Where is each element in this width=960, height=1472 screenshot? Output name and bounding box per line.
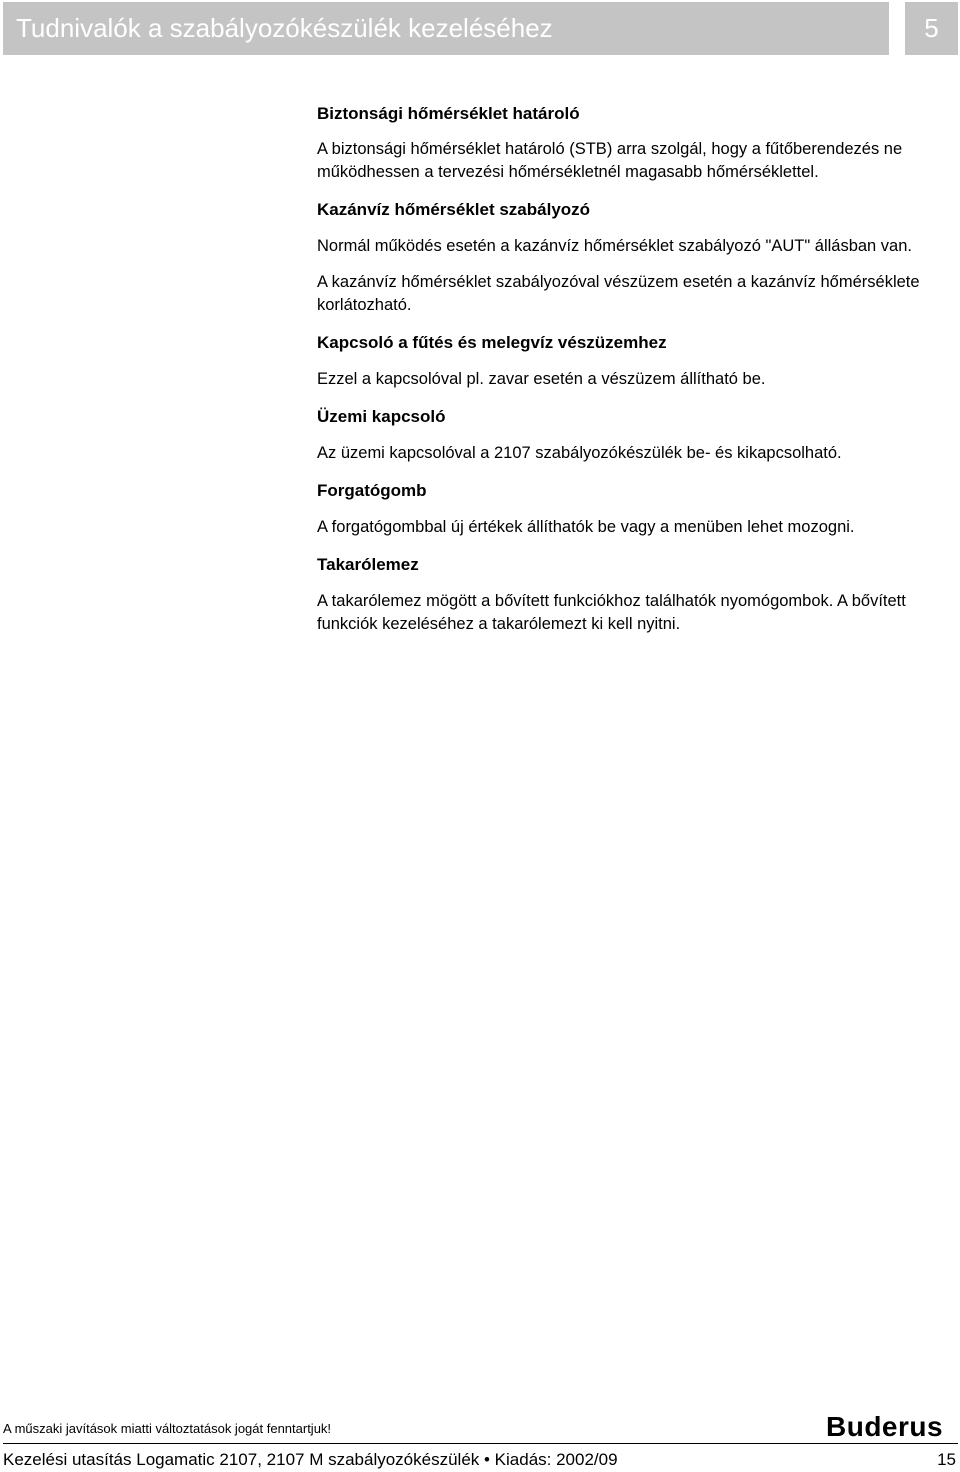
footer-note: A műszaki javítások miatti változtatások jogát fenntartjuk!: [3, 1421, 332, 1436]
paragraph: A kazánvíz hőmérséklet szabályozóval vészüzem esetén a kazánvíz hőmérséklete korlátozható.: [317, 273, 920, 314]
paragraph: A takarólemez mögött a bővített funkciókhoz találhatók nyomógombok. A bővített funkciók kezeléséhez a takarólemezt ki kell nyitni.: [317, 592, 906, 633]
paragraph: A biztonsági hőmérséklet határoló (STB) arra szolgál, hogy a fűtőberendezés ne működhessen a tervezési hőmérsékletnél magasabb hőmérséklettel.: [317, 140, 903, 181]
section-heading: Kazánvíz hőmérséklet szabályozó: [317, 200, 591, 219]
section-boiler-water-regulator: [317, 198, 957, 317]
section-heading: Üzemi kapcsoló: [317, 407, 446, 426]
paragraph: Az üzemi kapcsolóval a 2107 szabályozókészülék be- és kikapcsolható.: [317, 444, 842, 462]
section-emergency-switch: [317, 331, 957, 391]
section-heading: Kapcsoló a fűtés és melegvíz vészüzemhez: [317, 333, 667, 352]
main-content: [317, 102, 957, 636]
section-cover-plate: [317, 553, 957, 636]
section-heading: Takarólemez: [317, 555, 419, 574]
section-rotary-knob: [317, 479, 957, 539]
buderus-logo: Buderus: [826, 1411, 944, 1442]
paragraph: A forgatógombbal új értékek állíthatók be vagy a menüben lehet mozogni.: [317, 518, 855, 536]
chapter-number: 5: [924, 13, 939, 43]
page-number: 15: [937, 1450, 956, 1469]
chapter-box: [905, 2, 958, 55]
paragraph: Ezzel a kapcsolóval pl. zavar esetén a vészüzem állítható be.: [317, 370, 766, 388]
paragraph: Normál működés esetén a kazánvíz hőmérséklet szabályozó "AUT" állásban van.: [317, 237, 912, 255]
section-safety-limiter: [317, 102, 957, 184]
page-title: Tudnivalók a szabályozókészülék kezeléséhez: [16, 13, 553, 43]
header-bar: [3, 2, 889, 55]
footer-divider: [3, 1443, 958, 1444]
section-heading: Biztonsági hőmérséklet határoló: [317, 104, 580, 123]
section-operating-switch: [317, 405, 957, 465]
footer-document-info: Kezelési utasítás Logamatic 2107, 2107 M szabályozókészülék • Kiadás: 2002/09: [3, 1450, 618, 1469]
section-heading: Forgatógomb: [317, 481, 427, 500]
